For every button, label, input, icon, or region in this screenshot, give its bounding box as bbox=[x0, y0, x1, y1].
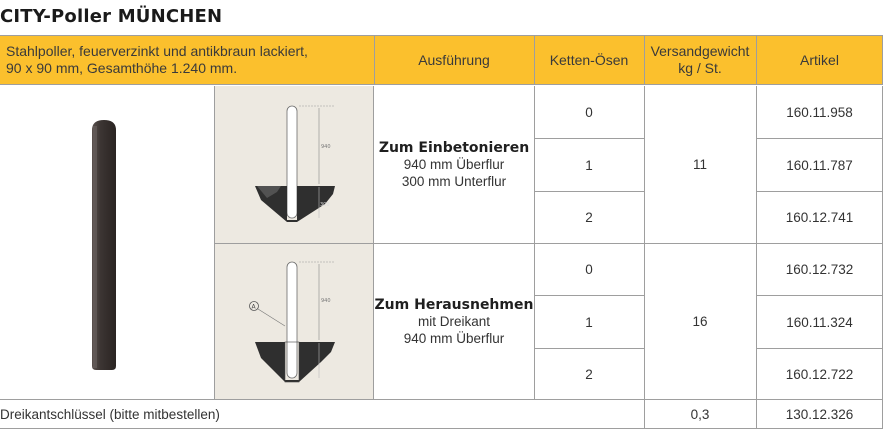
ausfuehrung-line: 940 mm Überflur bbox=[403, 330, 505, 346]
table-cell-oesen: 1 bbox=[585, 314, 593, 330]
grid-line bbox=[0, 399, 883, 400]
header-description bbox=[0, 35, 374, 85]
table-cell-gewicht: 11 bbox=[692, 157, 707, 172]
dim-300-label: 300 bbox=[320, 202, 330, 208]
grid-line bbox=[534, 138, 644, 139]
grid-line bbox=[374, 35, 375, 85]
header-gewicht bbox=[644, 35, 756, 85]
grid-line bbox=[214, 243, 883, 244]
header-gewicht-line1: Versandgewicht bbox=[650, 43, 750, 59]
grid-line bbox=[756, 138, 883, 139]
table-cell-oesen: 0 bbox=[585, 262, 593, 277]
poller-photo-icon bbox=[0, 86, 214, 399]
dim-940-label: 940 bbox=[321, 144, 331, 150]
installation-drawing-removable bbox=[215, 244, 373, 399]
dim-940-label-2: 940 bbox=[321, 298, 331, 304]
grid-line bbox=[756, 35, 757, 85]
ausfuehrung-line: 300 mm Unterflur bbox=[401, 173, 507, 189]
table-cell-gewicht: 16 bbox=[692, 314, 708, 329]
grid-line bbox=[534, 348, 644, 349]
header-ausfuehrung: Ausführung bbox=[374, 35, 534, 85]
table-cell-artikel: 160.12.732 bbox=[785, 262, 854, 277]
table-cell-artikel: 160.12.741 bbox=[785, 210, 854, 225]
ausfuehrung-line: 940 mm Überflur bbox=[403, 156, 505, 172]
grid-line bbox=[644, 86, 645, 428]
table-cell-artikel: 160.11.787 bbox=[786, 157, 853, 173]
table-cell-artikel: 160.11.324 bbox=[786, 314, 853, 330]
grid-line bbox=[0, 428, 883, 429]
ausfuehrung-title: Zum Herausnehmen bbox=[374, 296, 534, 313]
table-cell-oesen: 1 bbox=[585, 157, 593, 173]
table-cell-oesen: 2 bbox=[585, 210, 593, 225]
table-cell-oesen: 2 bbox=[585, 366, 593, 382]
page-title: CITY-Poller MÜNCHEN bbox=[0, 6, 223, 27]
grid-line bbox=[534, 295, 644, 296]
grid-line bbox=[756, 295, 883, 296]
table-cell-artikel: 160.11.958 bbox=[786, 104, 853, 120]
header-gewicht-line2: kg / St. bbox=[678, 60, 722, 76]
grid-line bbox=[534, 35, 535, 85]
grid-line bbox=[534, 191, 644, 192]
grid-line bbox=[756, 191, 883, 192]
marker-a: A bbox=[251, 303, 256, 311]
table-cell-oesen: 0 bbox=[585, 104, 593, 120]
footer-label: Dreikantschlüssel (bitte mitbestellen) bbox=[0, 406, 220, 422]
ausfuehrung-line: mit Dreikant bbox=[417, 313, 490, 329]
ausfuehrung-removable bbox=[374, 244, 534, 399]
grid-line bbox=[756, 348, 883, 349]
installation-drawing-concrete-icon bbox=[215, 86, 373, 243]
table-cell-artikel: 160.12.722 bbox=[785, 366, 854, 382]
ausfuehrung-concrete bbox=[374, 86, 534, 243]
footer-gewicht: 0,3 bbox=[690, 406, 710, 422]
header-artikel: Artikel bbox=[756, 35, 883, 85]
header-description-line2: 90 x 90 mm, Gesamthöhe 1.240 mm. bbox=[6, 60, 238, 76]
footer-artikel: 130.12.326 bbox=[785, 406, 854, 422]
header-ketten-oesen: Ketten-Ösen bbox=[534, 35, 644, 85]
installation-drawing-removable-icon bbox=[215, 244, 373, 399]
grid-line bbox=[644, 35, 645, 85]
poller-photo bbox=[0, 86, 214, 399]
installation-drawing-concrete bbox=[215, 86, 373, 243]
ausfuehrung-title: Zum Einbetonieren bbox=[378, 139, 530, 156]
header-description-line1: Stahlpoller, feuerverzinkt und antikbraun lackiert, bbox=[6, 43, 308, 59]
